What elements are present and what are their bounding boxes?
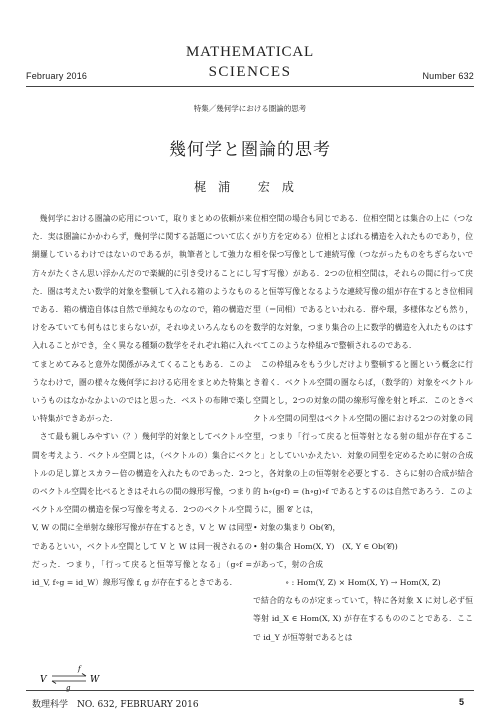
arrow-top-label: f <box>78 665 81 673</box>
composition-formula: ∘ : Hom(Y, Z) × Hom(X, Y) → Hom(X, Z) <box>285 578 441 588</box>
list-item: • 射の集合 Hom(X, Y) (X, Y ∈ Ob(𝒞)) <box>253 541 398 551</box>
footer-rule <box>26 690 474 691</box>
right-column <box>253 210 473 647</box>
masthead-line-1: MATHEMATICAL <box>186 44 314 60</box>
feature-kicker: 特集／幾何学における圏論的思考 <box>193 104 307 113</box>
arrow-bottom-label: g <box>66 684 71 692</box>
left-column <box>32 210 252 592</box>
isomorphism-diagram <box>36 664 126 692</box>
author-name: 梶浦 宏成 <box>194 180 306 194</box>
diagram-right-label: W <box>90 675 100 685</box>
article-title: 幾何学と圏論的思考 <box>169 140 331 160</box>
paragraph: 幾何学における圏論の応用について，取りまとめの依頼が来た．実は圏論にかかわらず，幾何学に関する話題について広く網羅しているわけではないのであるが，執筆者として強力な方々がたくさん思い浮かんだので楽観的に引き受けることにした．圏は考えたい数学的対象を整頓して入れる箱のようなものである．箱の構造自体は自然で単純なものなので，箱の構造だけをみていても何もはじまらないが，それゆえいろんなものを入れることができ，全く異なる種類の数学をそれぞれ箱に入れてまとめてみると意外な関係がみえてくることもある．このようなわけで，圏の様々な幾何学における応用をまとめた特集というものはなかなかよいのではと思った．ベストの布陣で楽しい特集ができあがった． <box>32 214 252 424</box>
paragraph: があって，射の合成 <box>253 559 323 569</box>
footer-journal: 数理科学 NO. 632, FEBRUARY 2016 <box>32 700 199 710</box>
paragraph: 位相空間の場合も同じである．位相空間とは集合の上に（つながり方を定める）位相とよばれる構造を入れたものであり，位相を保つ写像として連続写像（つながったものをちぎらないで写す写像）がある．2つの位相空間は，それらの間に行って戻ると恒等写像となるような連続写像の組が存在するとき位相同型（＝同相）であるといわれる．群や環，多様体なども然り，数学的な対象，つまり集合の上に数学的構造を入れたものはすべてこのような枠組みで整頓されるのである． <box>253 214 473 351</box>
issue-number: Number 632 <box>422 71 474 81</box>
paragraph: で結合的なものが定まっていて，特に各対象 X に対し必ず恒等射 id_X ∈ Hom(X, X) が存在するもののことである．ここで id_Y が恒等射であるとは <box>253 596 473 642</box>
diagram-left-label: V <box>40 675 47 685</box>
arrows-diagram <box>36 664 126 692</box>
header-rule <box>26 86 474 87</box>
issue-date: February 2016 <box>26 71 88 81</box>
page-number: 5 <box>458 697 464 707</box>
paragraph: さて最も親しみやすい（？）幾何学的対象としてベクトル空間を考えよう．ベクトル空間とは，（ベクトルの）集合にベクトルの足し算とスカラー倍の構造を入れたものであった．2つのベクトル空間を比べるときはそれらの間の線形写像，つまりベクトル空間の構造を保つ写像を考える．2つのベクトル空間 V, W の間に全単射な線形写像が存在するとき，V と W は同型であるといい，ベクトル空間として V と W は同一視されるのだった．つまり，「行って戻ると恒等写像となる」（g∘f = id_V, f∘g = id_W）線形写像 f, g が存在するときである． <box>32 432 252 588</box>
masthead-line-2: SCIENCES <box>208 64 292 80</box>
paragraph: この枠組みをもう少しだけより整頓すると圏という概念に行き着く．ベクトル空間の圏ならば，（数学的）対象をベクトル空間とし，2つの対象の間の線形写像を射と呼ぶ．このときベクトル空間の同型はベクトル空間の圏における2つの対象の同型，つまり「行って戻ると恒等射となる射の組が存在すること」としていいかえたい．対象の同型を定めるために射の合成と，各対象の上の恒等射を必要とする．さらに射の合成が結合的 h∘(g∘f) = (h∘g)∘f であるとするのは自然であろう．このように，圏 𝒞 とは， <box>253 359 473 515</box>
list-item: • 対象の集まり Ob(𝒞)， <box>253 523 341 533</box>
